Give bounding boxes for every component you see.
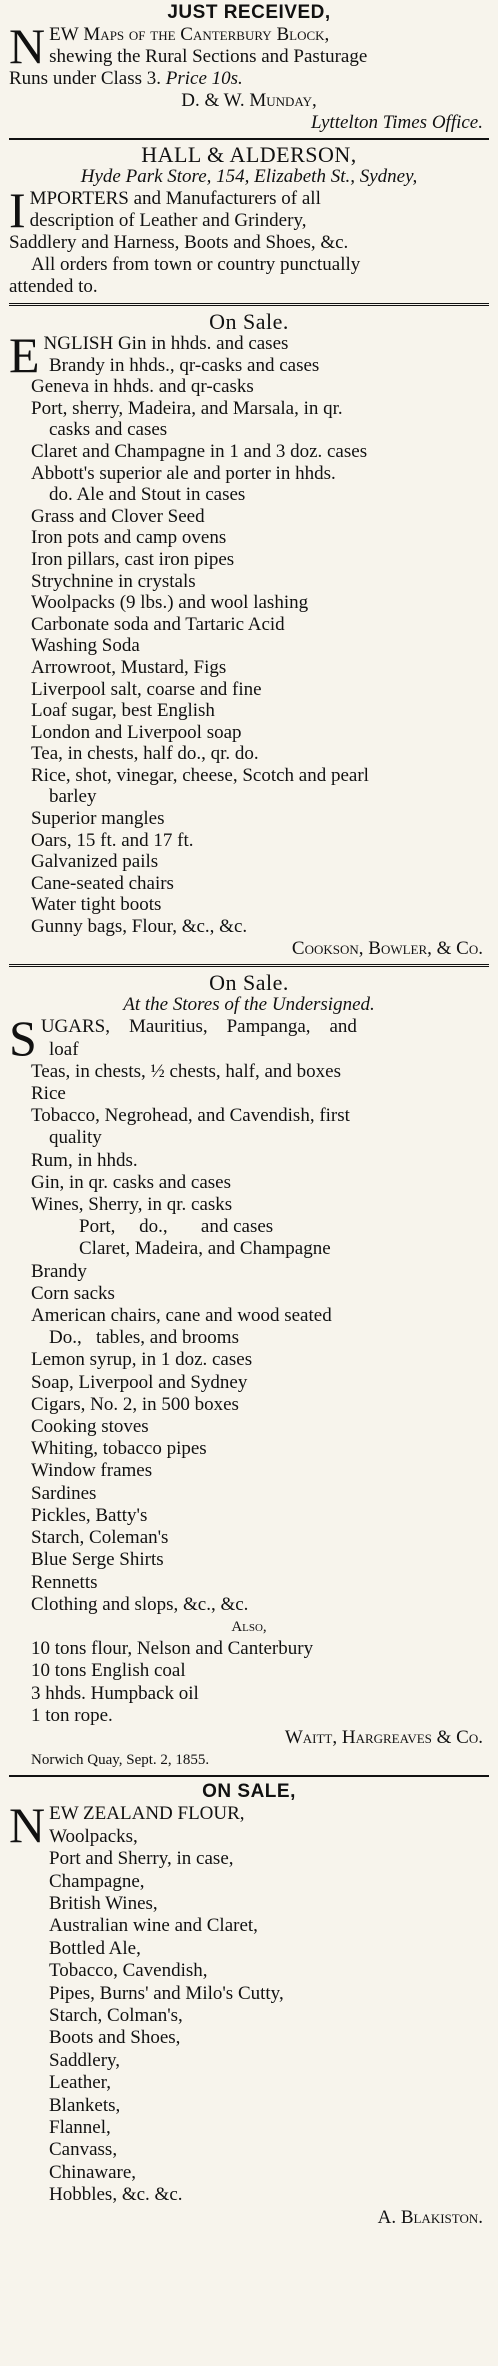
list-item: Clothing and slops, &c., &c. [31, 1593, 249, 1615]
list-item: Port, do., and cases [79, 1216, 274, 1238]
list-item: Starch, Colman's, [49, 2004, 183, 2026]
ad-subheading: Hyde Park Store, 154, Elizabeth St., Sydney, [80, 166, 418, 187]
newspaper-column [9, 0, 489, 2229]
list-item: 10 tons flour, Nelson and Canterbury [31, 1638, 314, 1660]
list-item: Soap, Liverpool and Sydney [31, 1371, 248, 1393]
ad-text: Maps of the [83, 24, 176, 45]
ad-blakiston [9, 1781, 489, 2229]
list-item: Whiting, tobacco pipes [31, 1438, 207, 1460]
ad-heading: JUST RECEIVED, [167, 2, 331, 23]
list-item: Claret, Madeira, and Champagne [79, 1238, 331, 1260]
list-item: Cigars, No. 2, in 500 boxes [31, 1393, 239, 1415]
ad-text: NGLISH Gin in hhds. and cases [43, 333, 289, 354]
signer: A. Blakiston. [377, 2206, 483, 2228]
ad-waitt-hargreaves [9, 972, 489, 1771]
list-item: Oars, 15 ft. and 17 ft. [31, 829, 194, 851]
list-item: Brandy in hhds., qr-casks and cases [49, 354, 320, 376]
list-item: Champagne, [49, 1870, 145, 1892]
dateline: Norwich Quay, Sept. 2, 1855. [31, 1752, 210, 1769]
list-item: Loaf sugar, best English [31, 700, 215, 722]
list-item: American chairs, cane and wood seated [31, 1305, 332, 1327]
list-item: Iron pots and camp ovens [31, 527, 227, 549]
ad-maps-canterbury [9, 2, 489, 134]
list-item: Port and Sherry, in case, [49, 1848, 234, 1870]
list-item: Lemon syrup, in 1 doz. cases [31, 1349, 253, 1371]
also-label: Also, [231, 1618, 267, 1635]
list-item: Teas, in chests, ½ chests, half, and boxes [31, 1060, 341, 1082]
list-item: Starch, Coleman's [31, 1527, 169, 1549]
drop-cap: N [9, 24, 46, 68]
list-item: British Wines, [49, 1892, 158, 1914]
list-item: Leather, [49, 2072, 112, 2094]
ad-text: EW [49, 24, 79, 45]
list-item: Cooking stoves [31, 1416, 149, 1438]
drop-cap: S [9, 1016, 37, 1061]
list-item: Rice [31, 1083, 66, 1105]
list-item: Abbott's superior ale and porter in hhds. [31, 462, 336, 484]
list-item: 10 tons English coal [31, 1660, 186, 1682]
list-item: Tea, in chests, half do., qr. do. [31, 743, 259, 765]
ad-heading: HALL & ALDERSON, [141, 142, 357, 167]
ad-heading: On Sale. [209, 970, 289, 996]
list-item: Bottled Ale, [49, 1937, 141, 1959]
drop-cap: E [9, 333, 40, 377]
drop-cap: I [9, 188, 26, 232]
list-item: Canvass, [49, 2139, 118, 2161]
list-item: Carbonate soda and Tartaric Acid [31, 613, 285, 635]
list-item: Chinaware, [49, 2161, 137, 2183]
list-item: Blankets, [49, 2094, 121, 2116]
list-item: Blue Serge Shirts [31, 1549, 164, 1571]
list-item: Geneva in hhds. and qr-casks [31, 376, 254, 398]
list-item: Washing Soda [31, 635, 140, 657]
divider [9, 138, 489, 140]
list-item: 3 hhds. Humpback oil [31, 1682, 199, 1704]
divider [9, 964, 489, 967]
ad-text: loaf [49, 1038, 79, 1060]
list-item: Do., tables, and brooms [49, 1327, 239, 1349]
list-item: Boots and Shoes, [49, 2027, 181, 2049]
ad-hall-alderson [9, 144, 489, 298]
list-item: do. Ale and Stout in cases [49, 484, 246, 506]
ad-heading: On Sale. [209, 309, 289, 334]
list-item: Port, sherry, Madeira, and Marsala, in qr. [31, 397, 343, 419]
ad-text: EW ZEALAND FLOUR, [49, 1803, 245, 1825]
list-item: Corn sacks [31, 1282, 115, 1304]
list-item: Saddlery, [49, 2049, 121, 2071]
list-item: Water tight boots [31, 894, 162, 916]
ad-heading: ON SALE, [202, 1781, 296, 1803]
ad-text: Saddlery and Harness, Boots and Shoes, &c. [9, 232, 349, 253]
list-item: Woolpacks (9 lbs.) and wool lashing [31, 592, 309, 614]
list-item: Australian wine and Claret, [49, 1915, 258, 1937]
list-item: Pipes, Burns' and Milo's Cutty, [49, 1982, 284, 2004]
list-item: Pickles, Batty's [31, 1504, 148, 1526]
list-item: Cane-seated chairs [31, 872, 174, 894]
ad-text: MPORTERS and Manufacturers of all [29, 188, 321, 209]
drop-cap: N [9, 1803, 46, 1849]
signer: D. & W. Munday, [181, 90, 317, 111]
list-item: Window frames [31, 1460, 153, 1482]
list-item: Gunny bags, Flour, &c., &c. [31, 916, 248, 938]
ad-text: shewing the Rural Sections and Pasturage [49, 46, 368, 67]
list-item: Grass and Clover Seed [31, 505, 205, 527]
list-item: casks and cases [49, 419, 168, 441]
list-item: Sardines [31, 1482, 97, 1504]
list-item: Brandy [31, 1260, 87, 1282]
list-item: 1 ton rope. [31, 1704, 113, 1726]
ad-text: All orders from town or country punctually [31, 254, 361, 275]
list-item: London and Liverpool soap [31, 721, 242, 743]
list-item: Rice, shot, vinegar, cheese, Scotch and pearl [31, 764, 369, 786]
ad-subheading: At the Stores of the Undersigned. [123, 994, 375, 1016]
divider [9, 1775, 489, 1777]
ad-cookson-bowler [9, 311, 489, 959]
ad-text: Canterbury Block, [180, 24, 330, 45]
list-item: Rum, in hhds. [31, 1149, 138, 1171]
price: Price 10s. [165, 68, 243, 89]
list-item: Strychnine in crystals [31, 570, 196, 592]
list-item: Liverpool salt, coarse and fine [31, 678, 262, 700]
list-item: Woolpacks, [49, 1825, 138, 1847]
ad-text: UGARS, Mauritius, Pampanga, and [40, 1016, 357, 1038]
list-item: quality [49, 1127, 102, 1149]
ad-text: attended to. [9, 276, 98, 297]
list-item: Flannel, [49, 2117, 111, 2139]
list-item: Rennetts [31, 1571, 98, 1593]
list-item: Galvanized pails [31, 851, 159, 873]
list-item: Wines, Sherry, in qr. casks [31, 1194, 233, 1216]
ad-text: description of Leather and Grindery, [29, 210, 307, 231]
office: Lyttelton Times Office. [310, 112, 483, 133]
list-item: Hobbles, &c. &c. [49, 2184, 183, 2206]
list-item: Tobacco, Cavendish, [49, 1960, 208, 1982]
list-item: barley [49, 786, 97, 808]
signer: Waitt, Hargreaves & Co. [284, 1726, 483, 1748]
list-item: Superior mangles [31, 808, 165, 830]
list-item: Gin, in qr. casks and cases [31, 1171, 231, 1193]
divider [9, 303, 489, 306]
list-item: Iron pillars, cast iron pipes [31, 548, 235, 570]
signer: Cookson, Bowler, & Co. [291, 937, 483, 959]
ad-text: Runs under Class 3. [9, 68, 161, 89]
list-item: Claret and Champagne in 1 and 3 doz. cases [31, 440, 368, 462]
list-item: Arrowroot, Mustard, Figs [31, 656, 227, 678]
list-item: Tobacco, Negrohead, and Cavendish, first [31, 1105, 350, 1127]
